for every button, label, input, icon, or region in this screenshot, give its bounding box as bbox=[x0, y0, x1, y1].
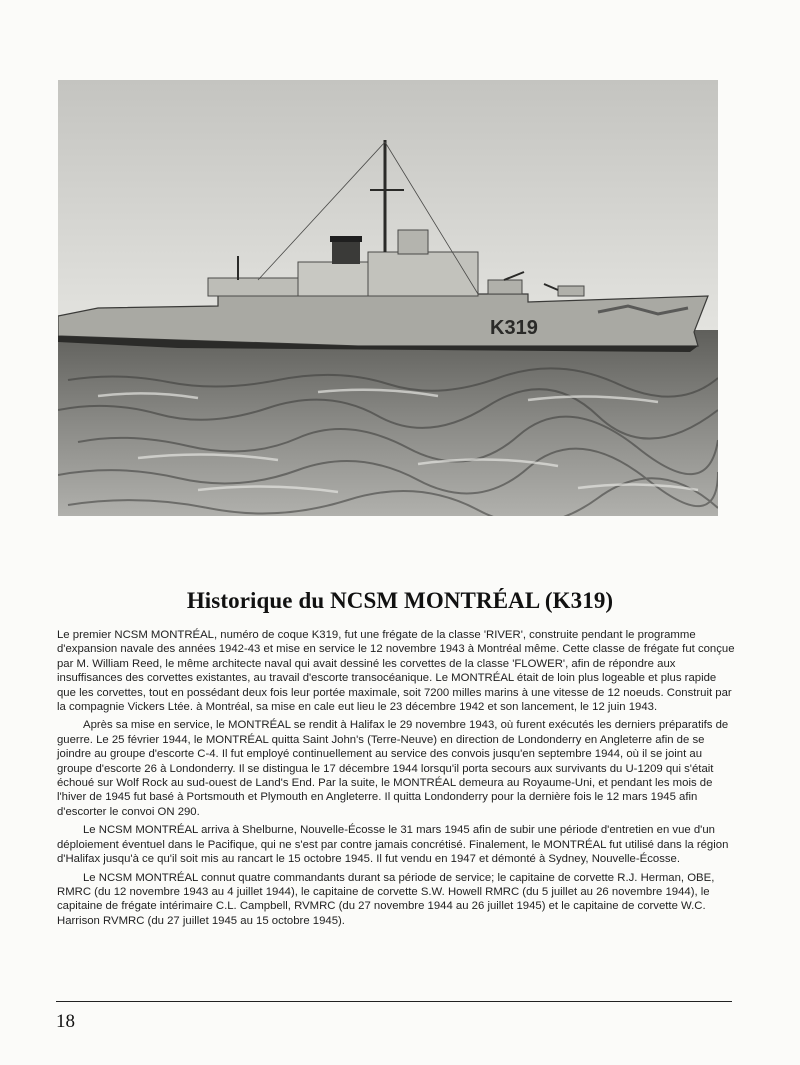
paragraph-4: Le NCSM MONTRÉAL connut quatre commandants durant sa période de service; le capitaine de corvette R.J. Herman, OBE, RMRC (du 12 novembre 1943 au 4 juillet 1944), le capitaine de corvette S.W. Howell RMRC (du 5 juillet au 26 novembre 1944), le capitaine de frégate intérimaire C.L. Campbell, RVMRC (du 27 novembre 1944 au 26 juillet 1945) et le capitaine de corvette W.C. Harrison RVMRC (du 27 juillet 1945 au 15 octobre 1945). bbox=[57, 871, 715, 927]
footer-rule bbox=[56, 1001, 732, 1002]
paragraph-1: Le premier NCSM MONTRÉAL, numéro de coque K319, fut une frégate de la classe 'RIVER', construite pendant le programme d'expansion navale des années 1942-43 et mise en service le 12 novembre 1943 à Montréal même. Cette classe de frégate fut conçue par M. William Reed, le même architecte naval qui avait dessiné les corvettes de la classe 'FLOWER', afin de répondre aux insuffisances des corvettes existantes, au travail d'escorte transocéanique. Le MONTRÉAL était de loin plus logeable et plus rapide que les corvettes, tout en possédant deux fois leur portée maximale, soit 7200 milles marins à une vitesse de 12 noeuds. Construit par la compagnie Vickers Ltée. à Montréal, sa mise en cale eut lieu le 23 décembre 1942 et son lancement, le 12 juin 1943. bbox=[57, 629, 735, 714]
ship-photograph bbox=[58, 80, 718, 516]
paragraph-3: Le NCSM MONTRÉAL arriva à Shelburne, Nouvelle-Écosse le 31 mars 1945 afin de subir une période d'entretien en vue d'un déploiement éventuel dans le Pacifique, qui ne s'est par contre jamais concrétisé. Finalement, le MONTRÉAL fut utilisé dans la région d'Halifax jusqu'à ce qu'il soit mis au rancart le 15 octobre 1945. Il fut vendu en 1947 et démonté à Sydney, Nouvelle-Écosse. bbox=[57, 824, 729, 866]
article-body bbox=[57, 628, 737, 932]
page-number: 18 bbox=[56, 1011, 75, 1032]
hull-number: K319 bbox=[490, 317, 538, 339]
photo-sea bbox=[58, 330, 718, 516]
page-title: Historique du NCSM MONTRÉAL (K319) bbox=[186, 588, 614, 613]
paragraph-2: Après sa mise en service, le MONTRÉAL se rendit à Halifax le 29 novembre 1943, où furent exécutés les derniers préparatifs de guerre. Le 25 février 1944, le MONTRÉAL quitta Saint John's (Terre-Neuve) en direction de Londonderry en Angleterre afin de se joindre au groupe d'escorte C-4. Il fut employé continuellement au service des convois jusqu'en septembre 1944, où il se joint au groupe d'escorte 26 à Londonderry. Il se distingua le 17 décembre 1944 lorsqu'il porta secours aux survivants du U-1209 qui s'était échoué sur Wolf Rock au sud-ouest de Land's End. Par la suite, le MONTRÉAL demeura au Royaume-Uni, et pendant les mois de l'hiver de 1945 fut basé à Portsmouth et Plymouth en Angleterre. Il quitta Londonderry pour la dernière fois le 12 mars 1945 afin d'escorter le convoi ON 290. bbox=[57, 719, 729, 818]
